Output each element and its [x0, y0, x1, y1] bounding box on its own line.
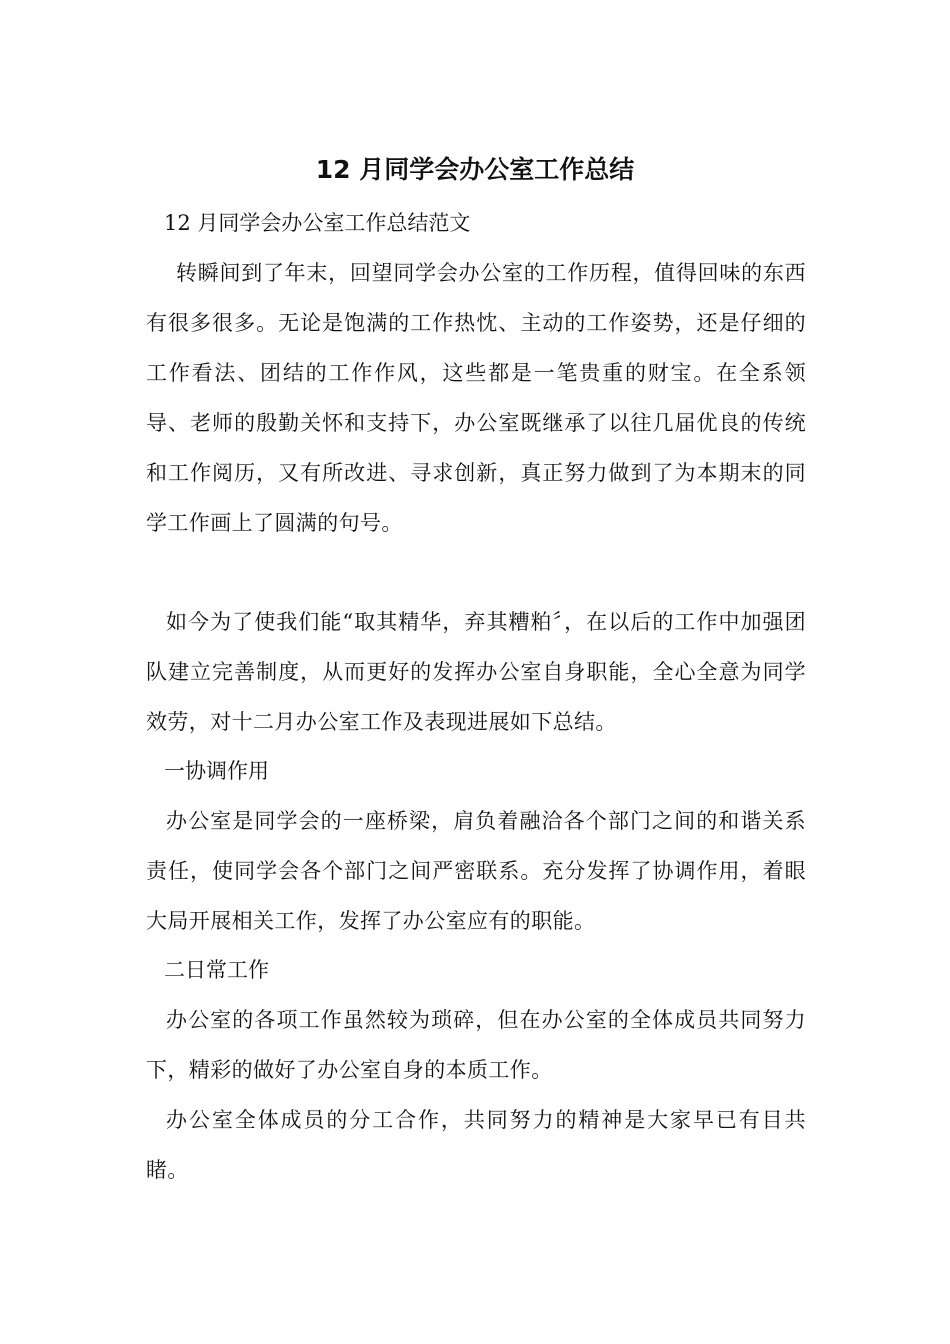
- paragraph-summary: 如今为了使我们能“取其精华，弃其糟粕〞，在以后的工作中加强团队建立完善制度，从而更好的发挥办公室自身职能，全心全意为同学效劳，对十二月办公室工作及表现进展如下总结。: [146, 610, 806, 734]
- paragraph-intro: 转瞬间到了年末，回望同学会办公室的工作历程，值得回味的东西有很多很多。无论是饱满的工作热忱、主动的工作姿势，还是仔细的工作看法、团结的工作作风，这些都是一笔贵重的财宝。在全系领导、老师的殷勤关怀和支持下，办公室既继承了以往几届优良的传统和工作阅历，又有所改进、寻求创新，真正努力做到了为本期末的同学工作画上了圆满的句号。: [146, 261, 806, 535]
- document-subtitle: 12 月同学会办公室工作总结范文: [164, 211, 471, 235]
- section-heading-coordination: 一协调作用: [164, 759, 269, 783]
- document-title: 12 月同学会办公室工作总结: [315, 155, 635, 184]
- paragraph-daily-work: 办公室的各项工作虽然较为琐碎，但在办公室的全体成员共同努力下，精彩的做好了办公室自身的本质工作。: [146, 1008, 806, 1082]
- paragraph-teamwork: 办公室全体成员的分工合作，共同努力的精神是大家早已有目共睹。: [146, 1108, 806, 1182]
- section-heading-daily-work: 二日常工作: [164, 958, 269, 982]
- paragraph-coordination: 办公室是同学会的一座桥梁，肩负着融洽各个部门之间的和谐关系责任，使同学会各个部门之间严密联系。充分发挥了协调作用，着眼大局开展相关工作，发挥了办公室应有的职能。: [146, 809, 806, 933]
